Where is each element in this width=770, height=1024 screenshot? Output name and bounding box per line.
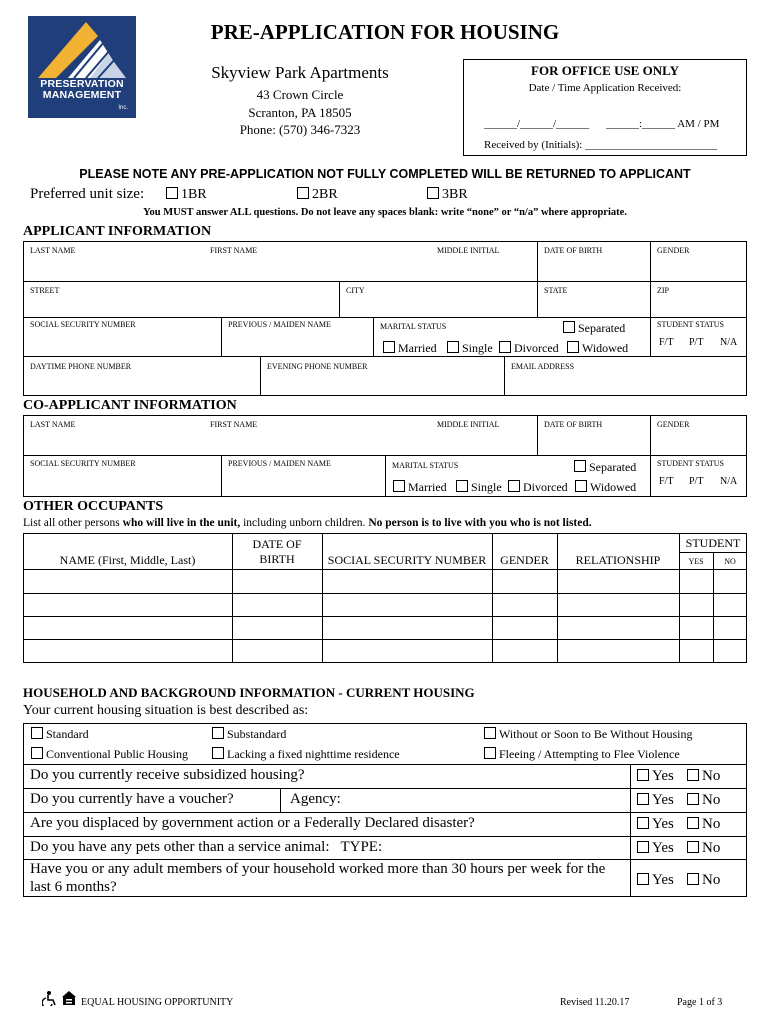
displaced-no[interactable]: No [687, 816, 720, 833]
worked-no[interactable]: No [687, 872, 720, 889]
checkbox-icon[interactable] [563, 321, 575, 333]
occupants-col-ssn: SOCIAL SECURITY NUMBER [327, 553, 487, 567]
logo-mountain-icon [28, 16, 136, 78]
coapplicant-last-name-label: LAST NAME [30, 420, 76, 429]
coapplicant-single-option[interactable]: Single [456, 480, 502, 495]
checkbox-icon[interactable] [637, 769, 649, 781]
applicant-separated-option[interactable]: Separated [563, 321, 625, 336]
property-address-line1: 43 Crown Circle [256, 87, 344, 102]
housing-option-public-housing[interactable]: Conventional Public Housing [31, 747, 188, 762]
checkbox-icon[interactable] [687, 841, 699, 853]
housing-option-standard[interactable]: Standard [31, 727, 89, 742]
coapplicant-prev-name-label: PREVIOUS / MAIDEN NAME [228, 459, 331, 468]
checkbox-icon[interactable] [637, 817, 649, 829]
unit-size-3br[interactable]: 3BR [427, 187, 468, 203]
applicant-state-label: STATE [544, 286, 568, 295]
applicant-table [23, 241, 747, 396]
unit-size-label: Preferred unit size: [30, 186, 145, 202]
logo-line1: PRESERVATION [40, 78, 124, 90]
subsidized-no[interactable]: No [687, 768, 720, 785]
applicant-single-option[interactable]: Single [447, 341, 493, 356]
checkbox-icon[interactable] [499, 341, 511, 353]
applicant-zip-label: ZIP [657, 286, 669, 295]
applicant-ssn-label: SOCIAL SECURITY NUMBER [30, 320, 136, 329]
coapplicant-gender-label: GENDER [657, 420, 690, 429]
unit-size-1br[interactable]: 1BR [166, 187, 207, 203]
applicant-day-phone-label: DAYTIME PHONE NUMBER [30, 362, 132, 371]
checkbox-icon[interactable] [427, 187, 439, 199]
checkbox-icon[interactable] [393, 480, 405, 492]
office-received-label: Date / Time Application Received: [528, 82, 682, 94]
incomplete-notice: PLEASE NOTE ANY PRE-APPLICATION NOT FULLY COMPLETED WILL BE RETURNED TO APPLICANT [79, 167, 691, 181]
equal-housing-icon [62, 991, 76, 1005]
question-subsidized: Do you currently receive subsidized housing? [30, 767, 305, 783]
checkbox-icon[interactable] [575, 480, 587, 492]
coapplicant-student-pt[interactable]: P/T [689, 476, 704, 487]
applicant-last-name-label: LAST NAME [30, 246, 76, 255]
occupants-col-relationship: RELATIONSHIP [575, 553, 661, 567]
coapplicant-first-name-label: FIRST NAME [210, 420, 258, 429]
applicant-student-ft[interactable]: F/T [659, 337, 674, 348]
pets-no[interactable]: No [687, 840, 720, 857]
checkbox-icon[interactable] [687, 817, 699, 829]
checkbox-icon[interactable] [687, 793, 699, 805]
housing-option-substandard[interactable]: Substandard [212, 727, 286, 742]
office-use-title: FOR OFFICE USE ONLY [531, 63, 679, 78]
property-name: Skyview Park Apartments [211, 63, 389, 82]
must-answer-note: You MUST answer ALL questions. Do not leave any spaces blank: write “none” or “n/a” where appropriate. [143, 207, 627, 218]
question-pets: Do you have any pets other than a service animal: TYPE: [30, 839, 383, 855]
housing-situation-label: Your current housing situation is best described as: [23, 703, 309, 718]
occupants-col-gender: GENDER [500, 553, 549, 567]
revised-date: Revised 11.20.17 [560, 997, 630, 1008]
checkbox-icon[interactable] [637, 793, 649, 805]
question-worked-line2: last 6 months? [30, 879, 117, 895]
applicant-divorced-option[interactable]: Divorced [499, 341, 559, 356]
applicant-widowed-option[interactable]: Widowed [567, 341, 628, 356]
displaced-yes[interactable]: Yes [637, 816, 674, 833]
voucher-yes[interactable]: Yes [637, 792, 674, 809]
coapplicant-divorced-option[interactable]: Divorced [508, 480, 568, 495]
applicant-city-label: CITY [346, 286, 365, 295]
applicant-dob-label: DATE OF BIRTH [544, 246, 603, 255]
checkbox-icon[interactable] [447, 341, 459, 353]
checkbox-icon[interactable] [456, 480, 468, 492]
logo-line2: MANAGEMENT [42, 89, 122, 101]
page-number: Page 1 of 3 [677, 997, 723, 1008]
applicant-eve-phone-label: EVENING PHONE NUMBER [267, 362, 368, 371]
preservation-management-logo [28, 16, 136, 118]
checkbox-icon[interactable] [637, 841, 649, 853]
checkbox-icon[interactable] [687, 873, 699, 885]
household-heading: HOUSEHOLD AND BACKGROUND INFORMATION - CURRENT HOUSING [23, 685, 475, 700]
applicant-student-na[interactable]: N/A [720, 337, 738, 348]
worked-yes[interactable]: Yes [637, 872, 674, 889]
occupants-col-student-yes: YES [688, 557, 704, 566]
coapplicant-separated-option[interactable]: Separated [574, 460, 636, 475]
voucher-no[interactable]: No [687, 792, 720, 809]
property-address-line2: Scranton, PA 18505 [248, 105, 352, 120]
applicant-street-label: STREET [30, 286, 60, 295]
checkbox-icon[interactable] [637, 873, 649, 885]
page-title: PRE-APPLICATION FOR HOUSING [210, 20, 560, 44]
applicant-prev-name-label: PREVIOUS / MAIDEN NAME [228, 320, 331, 329]
checkbox-icon[interactable] [574, 460, 586, 472]
office-initials-line[interactable]: Received by (Initials): ________________________ [484, 139, 718, 151]
coapplicant-student-ft[interactable]: F/T [659, 476, 674, 487]
housing-option-fleeing-violence[interactable]: Fleeing / Attempting to Flee Violence [484, 747, 680, 762]
footer-icons [42, 990, 78, 1011]
coapplicant-dob-label: DATE OF BIRTH [544, 420, 603, 429]
checkbox-icon[interactable] [687, 769, 699, 781]
checkbox-icon[interactable] [567, 341, 579, 353]
question-displaced: Are you displaced by government action or a Federally Declared disaster? [30, 815, 475, 831]
applicant-married-option[interactable]: Married [383, 341, 437, 356]
unit-size-2br[interactable]: 2BR [297, 187, 338, 203]
subsidized-yes[interactable]: Yes [637, 768, 674, 785]
equal-housing-text: EQUAL HOUSING OPPORTUNITY [81, 997, 234, 1008]
checkbox-icon[interactable] [297, 187, 309, 199]
checkbox-icon[interactable] [383, 341, 395, 353]
applicant-student-pt[interactable]: P/T [689, 337, 704, 348]
occupants-col-student-no: NO [724, 557, 736, 566]
office-date-line[interactable]: ______/______/______ [484, 118, 590, 130]
logo-inc: Inc. [118, 105, 128, 111]
coapplicant-student-status-label: STUDENT STATUS [657, 459, 724, 468]
accessibility-icon [42, 990, 78, 1006]
applicant-marital-label: MARITAL STATUS [380, 322, 447, 331]
applicant-first-name-label: FIRST NAME [210, 246, 258, 255]
occupants-heading: OTHER OCCUPANTS [23, 499, 164, 514]
agency-label: Agency: [290, 791, 341, 807]
property-phone: Phone: (570) 346-7323 [239, 122, 361, 137]
occupants-col-student: STUDENT [685, 536, 741, 550]
checkbox-icon[interactable] [508, 480, 520, 492]
coapplicant-widowed-option[interactable]: Widowed [575, 480, 636, 495]
coapplicant-marital-label: MARITAL STATUS [392, 461, 459, 470]
office-time-line[interactable]: ______:______ AM / PM [606, 118, 720, 130]
coapplicant-middle-initial-label: MIDDLE INITIAL [437, 420, 500, 429]
coapplicant-ssn-label: SOCIAL SECURITY NUMBER [30, 459, 136, 468]
applicant-email-label: EMAIL ADDRESS [511, 362, 575, 371]
applicant-student-status-label: STUDENT STATUS [657, 320, 724, 329]
coapplicant-student-na[interactable]: N/A [720, 476, 738, 487]
housing-option-without-housing[interactable]: Without or Soon to Be Without Housing [484, 727, 692, 742]
housing-option-lacking-residence[interactable]: Lacking a fixed nighttime residence [212, 747, 400, 762]
pets-yes[interactable]: Yes [637, 840, 674, 857]
checkbox-icon[interactable] [166, 187, 178, 199]
question-worked-line1: Have you or any adult members of your household worked more than 30 hours per week for the [30, 861, 606, 877]
coapplicant-married-option[interactable]: Married [393, 480, 447, 495]
occupants-intro: List all other persons who will live in the unit, including unborn children. No person is to live with you who is not listed. [23, 517, 592, 529]
question-voucher: Do you currently have a voucher? [30, 791, 234, 807]
coapplicant-heading: CO-APPLICANT INFORMATION [23, 398, 237, 413]
applicant-gender-label: GENDER [657, 246, 690, 255]
occupants-col-name: NAME (First, Middle, Last) [59, 553, 196, 567]
applicant-heading: APPLICANT INFORMATION [23, 224, 212, 239]
occupants-col-dob: DATE OF BIRTH [252, 537, 302, 566]
applicant-middle-initial-label: MIDDLE INITIAL [437, 246, 500, 255]
